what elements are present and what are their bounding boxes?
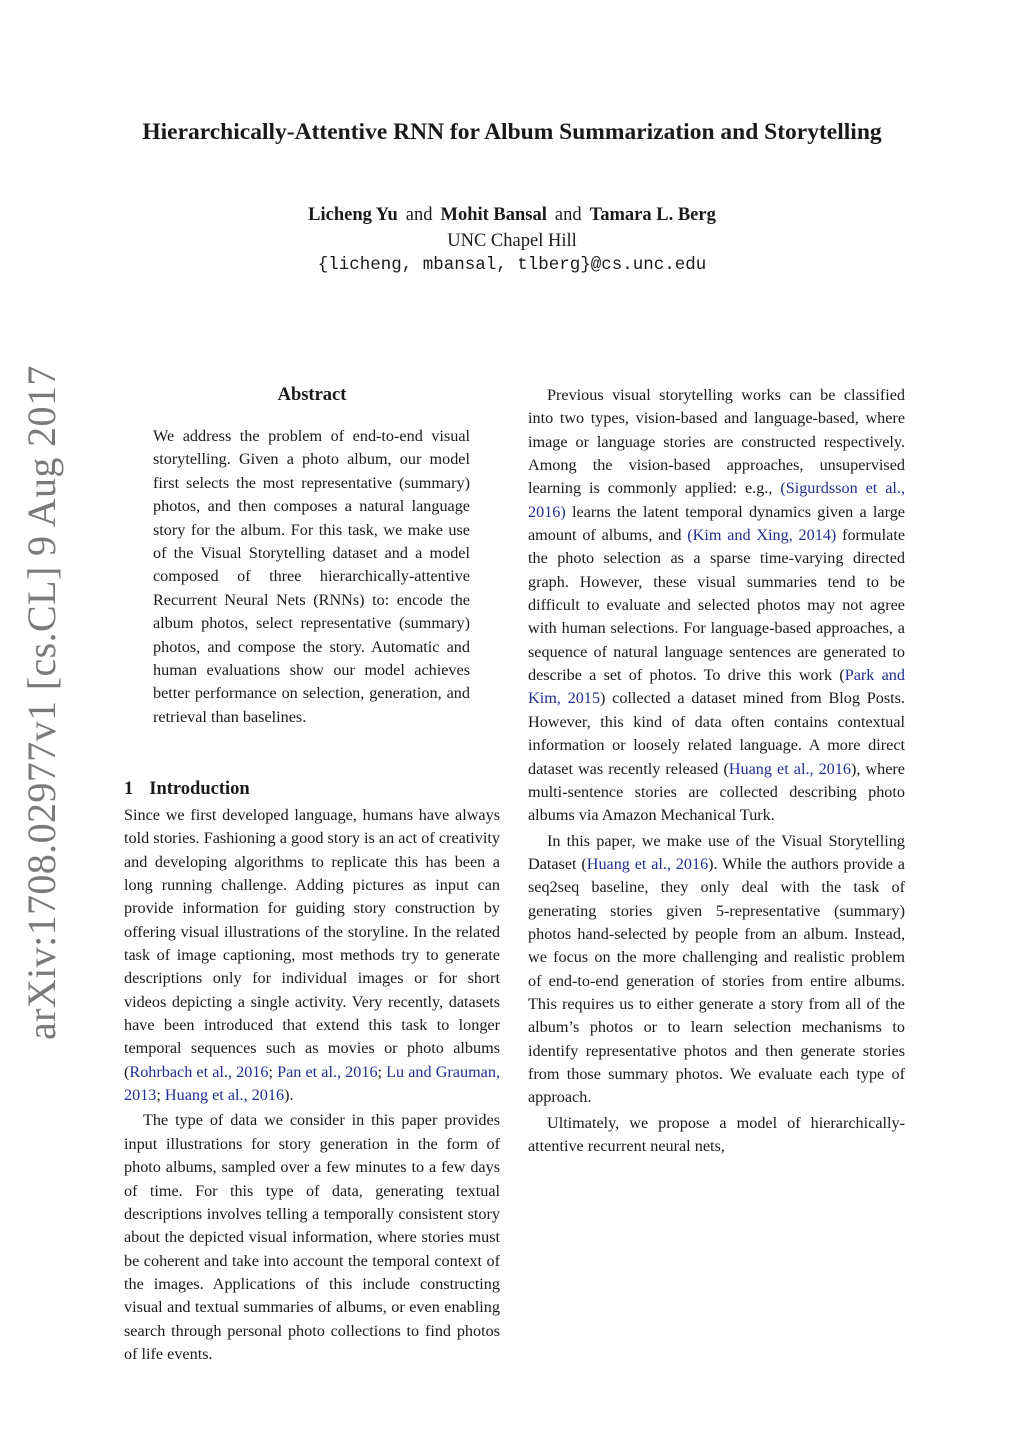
citation-link[interactable]: Huang et al., 2016 (164, 1086, 285, 1105)
paragraph-text: ). (284, 1086, 294, 1105)
paragraph (528, 384, 905, 828)
paragraph-text: The type of data we consider in this paper provides input illustrations for story generation in the form of photo albums, sampled over a few minutes to a few days of time. For this type of data, generating textual descriptions involves telling a temporally consistent story about the depicted visual information, where stories must be coherent and take into account the temporal context of the images. Applications of this include constructing visual and textual summaries of albums, or even enabling search through personal photo collections to find photos of life events. (124, 1111, 500, 1363)
paragraph (124, 1109, 500, 1366)
citation-link[interactable]: Park and Kim, 2015 (528, 666, 905, 708)
paragraph-text: ; (156, 1086, 165, 1105)
author-separator: and (554, 205, 582, 225)
citation-link[interactable]: Huang et al., 2016 (728, 759, 851, 778)
paragraph-text: ). While the authors provide a seq2seq baseline, they only deal with the task of generating stories given 5-representative (summary) photos hand-selected by people from an album. Instead, we focus on the more challenging and realistic problem of end-to-end generation of stories from entire albums. This requires us to either generate a story from all of the album’s photos or to learn selection mechanisms to identify representative photos and then generate stories from those summary photos. We evaluate each type of approach. (528, 854, 905, 1107)
paragraph-text: formulate the photo selection as a sparse time-varying directed graph. However, these visual summaries tend to be difficult to evaluate and selected photos may not agree with human selections. For language-based approaches, a sequence of natural language sentences are generated to describe a set of photos. To drive this work ( (528, 526, 906, 685)
paragraph (124, 804, 500, 1107)
author-name: Tamara L. Berg (589, 205, 716, 225)
paragraph (528, 830, 905, 1110)
section-heading (124, 776, 250, 802)
abstract-text: We address the problem of end-to-end visual storytelling. Given a photo album, our model first selects the most representative (summary) photos, and then composes a natural language story for the album. For this task, we make use of the Visual Storytelling dataset and a model composed of three hierarchically-attentive Recurrent Neural Nets (RNNs) to: encode the album photos, select representative (summary) photos, and compose the story. Automatic and human evaluations show our model achieves better performance on selection, generation, and retrieval than baselines. (153, 427, 470, 726)
paragraph-text: Since we first developed language, humans have always told stories. Fashioning a good story is an act of creativity and developing algorithms to replicate this has been a long running challenge. Adding pictures as input can provide information for guiding story construction by offering visual illustrations of the storyline. In the related task of image captioning, most methods try to generate descriptions only for individual images or for short videos depicting a single activity. Very recently, datasets have been introduced that extend this task to longer temporal sequences such as movies or photo albums ( (124, 806, 500, 1081)
citation-link[interactable]: (Sigurdsson et al., 2016) (528, 479, 905, 521)
paragraph-text: Ultimately, we propose a model of hierarchically-attentive recurrent neural nets, (528, 1113, 905, 1155)
right-column (528, 382, 905, 1158)
arxiv-identifier: arXiv:1708.02977v1 [cs.CL] 9 Aug 2017 (19, 365, 64, 1040)
paper-title: Hierarchically-Attentive RNN for Album Summarization and Storytelling (142, 119, 882, 145)
section-number: 1 (124, 779, 134, 799)
citation-link[interactable]: Huang et al., 2016 (586, 854, 709, 873)
author-separator: and (405, 205, 433, 225)
paragraph-text: learns the latent temporal dynamics given a large amount of albums, and (528, 502, 905, 545)
section-title: Introduction (149, 779, 250, 799)
author-name: Mohit Bansal (440, 205, 547, 225)
left-column (124, 804, 500, 1366)
author-emails: {licheng, mbansal, tlberg}@cs.unc.edu (317, 255, 707, 275)
paragraph-text: Previous visual storytelling works can be classified into two types, vision-based and language-based, where image or language stories are constructed respectively. Among the vision-based approaches, unsupervised learning is commonly applied: e.g., (528, 386, 905, 498)
affiliation: UNC Chapel Hill (447, 231, 577, 251)
citation-link[interactable]: Rohrbach et al., 2016 (129, 1062, 269, 1081)
paragraph-text: ) collected a dataset mined from Blog Posts. However, this kind of data often contains contextual information or loosely related language. A more direct dataset was recently released ( (528, 689, 905, 778)
paragraph-text: ), where multi-sentence stories are collected describing photo albums via Amazon Mechanical Turk. (528, 759, 905, 825)
paragraph-text: ; (377, 1062, 387, 1081)
paragraph (528, 1112, 905, 1159)
citation-link[interactable]: Lu and Grauman, 2013 (124, 1062, 501, 1105)
citation-link[interactable]: (Kim and Xing, 2014) (687, 526, 837, 545)
paragraph-text: In this paper, we make use of the Visual Storytelling Dataset ( (528, 831, 905, 873)
author-list (0, 202, 1024, 228)
citation-link[interactable]: Pan et al., 2016 (277, 1062, 378, 1081)
abstract-heading: Abstract (277, 385, 347, 405)
author-name: Licheng Yu (308, 205, 398, 225)
paragraph-text: ; (268, 1062, 278, 1081)
